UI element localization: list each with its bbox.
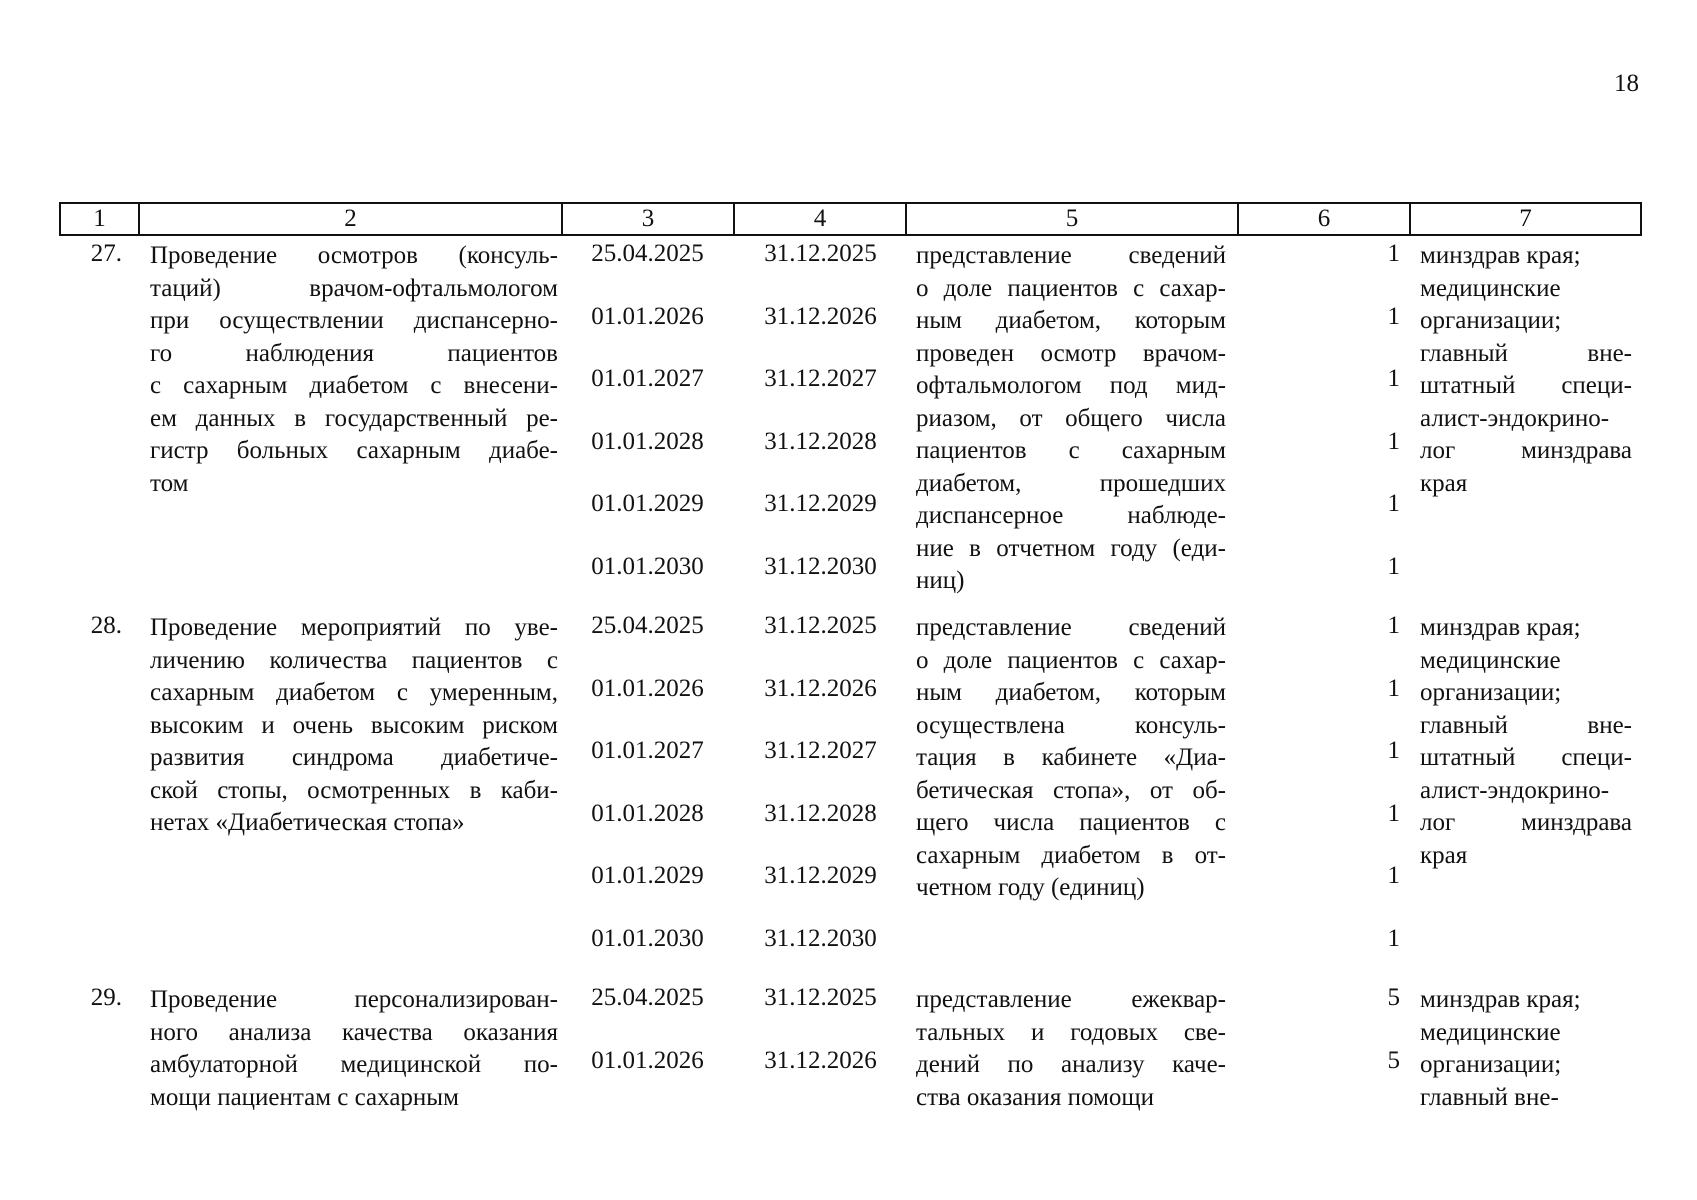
period-start-date: 01.01.2026 (591, 674, 704, 702)
period-start-date: 01.01.2026 (591, 1046, 704, 1074)
text-line: дений по анализу каче- (916, 1051, 1226, 1078)
row-number: 29. (90, 984, 122, 1011)
text-line: развития синдрома диабетиче- (150, 744, 558, 771)
period-value: 1 (1387, 737, 1400, 765)
period-end-date: 31.12.2026 (764, 1046, 877, 1074)
row-responsible (1420, 612, 1632, 872)
period-end-date: 31.12.2030 (764, 925, 877, 952)
period-value: 1 (1387, 612, 1400, 639)
period-end-date: 31.12.2026 (764, 674, 877, 702)
text-line: лог минздрава (1420, 809, 1632, 836)
column-header-7: 7 (1410, 203, 1641, 235)
text-line: бетическая стопа», от об- (916, 776, 1226, 804)
row-description (150, 984, 558, 1114)
period-end-date: 31.12.2027 (764, 737, 877, 765)
period-value: 1 (1387, 799, 1400, 827)
text-line: офтальмологом под мид- (916, 372, 1226, 399)
table-header (59, 202, 1642, 236)
text-line: щего числа пациентов с (916, 809, 1226, 836)
period-value: 1 (1387, 240, 1400, 267)
column-header-3: 3 (562, 203, 734, 235)
period-value: 1 (1387, 553, 1400, 580)
text-line: гистр больных сахарным диабе- (150, 437, 558, 464)
text-line: таций) врачом-офтальмологом (150, 274, 558, 302)
text-line: го наблюдения пациентов (150, 339, 558, 367)
text-line: минздрав края; (1420, 242, 1581, 269)
text-line: ской стопы, осмотренных в каби- (150, 776, 558, 804)
period-start-date: 25.04.2025 (591, 984, 704, 1011)
period-end-date: 31.12.2025 (764, 612, 877, 639)
text-line: диабетом, прошедших (916, 469, 1226, 497)
text-line: штатный специ- (1420, 744, 1632, 771)
text-line: ным диабетом, которым (916, 679, 1226, 706)
text-line: проведен осмотр врачом- (916, 339, 1226, 367)
text-line: четном году (единиц) (916, 874, 1145, 901)
period-value: 5 (1387, 984, 1400, 1011)
row-number: 27. (90, 240, 122, 267)
row-description (150, 612, 558, 840)
period-value: 1 (1387, 925, 1400, 952)
period-value: 1 (1387, 490, 1400, 518)
text-line: края (1420, 469, 1468, 497)
text-line: личению количества пациентов с (150, 646, 558, 674)
text-line: диспансерное наблюде- (916, 502, 1226, 529)
text-line: штатный специ- (1420, 372, 1632, 399)
text-line: мощи пациентам с сахарным (150, 1083, 459, 1111)
text-line: высоким и очень высоким риском (150, 711, 558, 739)
text-line: ние в отчетном году (еди- (916, 534, 1226, 562)
text-line: нетах «Диабетическая стопа» (150, 809, 465, 836)
text-line: осуществлена консуль- (916, 711, 1226, 739)
text-line: представление сведений (916, 242, 1226, 269)
text-line: сахарным диабетом с умеренным, (150, 679, 558, 706)
column-header-5: 5 (906, 203, 1238, 235)
row-result-indicator (916, 984, 1226, 1114)
period-start-date: 01.01.2027 (591, 737, 704, 765)
text-line: представление ежеквар- (916, 986, 1226, 1013)
period-end-date: 31.12.2027 (764, 365, 877, 393)
text-line: тальных и годовых све- (916, 1018, 1226, 1046)
period-start-date: 25.04.2025 (591, 240, 704, 267)
text-line: минздрав края; (1420, 614, 1581, 641)
row-description (150, 240, 558, 500)
text-line: медицинские (1420, 1018, 1561, 1046)
row-result-indicator (916, 612, 1226, 905)
column-header-2: 2 (139, 203, 562, 235)
text-line: организации; (1420, 307, 1562, 334)
text-line: ниц) (916, 567, 965, 594)
row-number: 28. (90, 612, 122, 639)
text-line: главный вне- (1420, 711, 1632, 739)
text-line: пациентов с сахарным (916, 437, 1226, 464)
period-start-date: 01.01.2026 (591, 302, 704, 330)
row-responsible (1420, 984, 1632, 1114)
period-start-date: 01.01.2030 (591, 925, 704, 952)
period-end-date: 31.12.2030 (764, 553, 877, 580)
column-header-6: 6 (1238, 203, 1410, 235)
period-end-date: 31.12.2028 (764, 427, 877, 455)
row-result-indicator (916, 240, 1226, 598)
period-start-date: 01.01.2028 (591, 427, 704, 455)
text-line: о доле пациентов с сахар- (916, 274, 1226, 302)
text-line: организации; (1420, 679, 1562, 706)
text-line: при осуществлении диспансерно- (150, 307, 558, 334)
text-line: сахарным диабетом в от- (916, 841, 1226, 869)
text-line: алист-эндокрино- (1420, 776, 1610, 804)
text-line: алист-эндокрино- (1420, 404, 1610, 432)
period-start-date: 01.01.2029 (591, 862, 704, 890)
text-line: лог минздрава (1420, 437, 1632, 464)
period-value: 1 (1387, 302, 1400, 330)
text-line: Проведение персонализирован- (150, 986, 558, 1013)
text-line: ного анализа качества оказания (150, 1018, 558, 1046)
column-header-4: 4 (734, 203, 906, 235)
period-value: 1 (1387, 674, 1400, 702)
text-line: минздрав края; (1420, 986, 1581, 1013)
period-start-date: 01.01.2030 (591, 553, 704, 580)
text-line: медицинские (1420, 274, 1561, 302)
text-line: Проведение мероприятий по уве- (150, 614, 558, 641)
period-value: 1 (1387, 365, 1400, 393)
period-start-date: 01.01.2029 (591, 490, 704, 518)
period-end-date: 31.12.2029 (764, 490, 877, 518)
text-line: края (1420, 841, 1468, 869)
text-line: медицинские (1420, 646, 1561, 674)
period-end-date: 31.12.2025 (764, 984, 877, 1011)
period-value: 1 (1387, 862, 1400, 890)
period-end-date: 31.12.2026 (764, 302, 877, 330)
period-end-date: 31.12.2028 (764, 799, 877, 827)
text-line: главный вне- (1420, 1083, 1559, 1111)
period-end-date: 31.12.2029 (764, 862, 877, 890)
text-line: представление сведений (916, 614, 1226, 641)
page-number: 18 (1614, 70, 1639, 97)
text-line: ным диабетом, которым (916, 307, 1226, 334)
period-value: 5 (1387, 1046, 1400, 1074)
period-start-date: 25.04.2025 (591, 612, 704, 639)
text-line: ства оказания помощи (916, 1083, 1155, 1111)
row-responsible (1420, 240, 1632, 500)
text-line: амбулаторной медицинской по- (150, 1051, 558, 1078)
text-line: организации; (1420, 1051, 1562, 1078)
period-value: 1 (1387, 427, 1400, 455)
text-line: главный вне- (1420, 339, 1632, 367)
column-header-1: 1 (60, 203, 139, 235)
period-start-date: 01.01.2027 (591, 365, 704, 393)
text-line: о доле пациентов с сахар- (916, 646, 1226, 674)
text-line: риазом, от общего числа (916, 404, 1226, 432)
text-line: тация в кабинете «Диа- (916, 744, 1226, 771)
text-line: Проведение осмотров (консуль- (150, 242, 558, 269)
text-line: ем данных в государственный ре- (150, 404, 558, 432)
period-end-date: 31.12.2025 (764, 240, 877, 267)
text-line: том (150, 469, 189, 497)
text-line: с сахарным диабетом с внесени- (150, 372, 558, 399)
period-start-date: 01.01.2028 (591, 799, 704, 827)
